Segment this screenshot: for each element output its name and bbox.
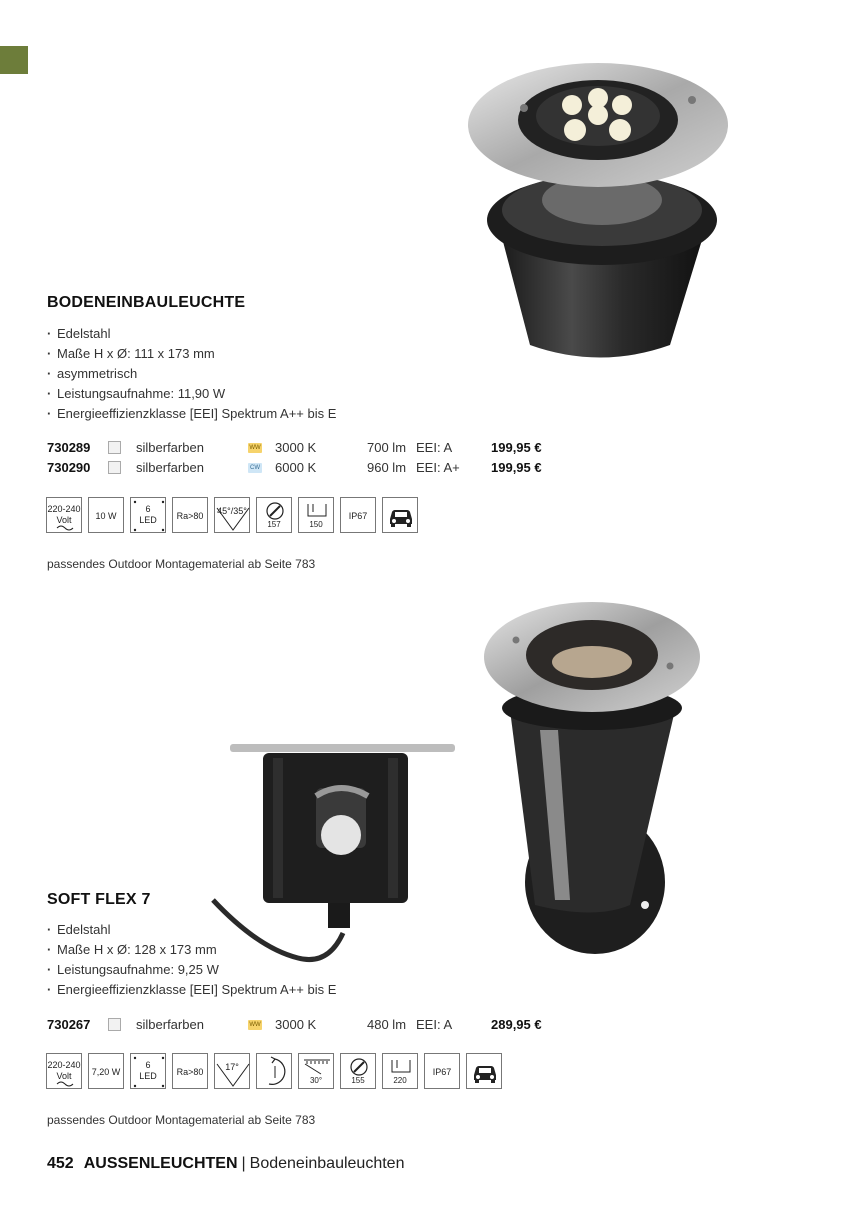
product-row — [47, 438, 567, 458]
feature-list — [47, 324, 336, 424]
product-title: BODENEINBAULEUCHTE — [47, 294, 246, 311]
ip-rating-icon — [340, 497, 376, 533]
beam-angle-value: 45°/35° — [217, 506, 247, 516]
lumen-value: 960 lm — [367, 460, 407, 475]
feature-item: · Edelstahl — [47, 324, 336, 344]
feature-item: · Leistungsaufnahme: 11,90 W — [47, 384, 336, 404]
glow-wire-value: 155 — [351, 1076, 365, 1085]
color-temperature: 3000 K — [275, 440, 317, 455]
product-photo-bodeneinbauleuchte — [460, 60, 740, 365]
voltage-icon — [46, 1053, 82, 1089]
voltage-range: 220-240 — [47, 1060, 81, 1070]
ip-rating-value: IP67 — [432, 1067, 452, 1077]
led-label: LED — [139, 515, 157, 525]
feature-item: · Maße H x Ø: 128 x 173 mm — [47, 940, 336, 960]
price: 199,95 € — [491, 460, 542, 475]
rotatable-icon — [256, 1053, 292, 1089]
cool-white-badge: CW — [250, 465, 260, 471]
wattage-icon — [88, 1053, 124, 1089]
energy-class: EEI: A — [416, 1017, 453, 1032]
voltage-unit: Volt — [56, 1071, 72, 1081]
energy-class: EEI: A+ — [416, 460, 460, 475]
voltage-unit: Volt — [56, 515, 72, 525]
product-photo-soft-flex-7 — [480, 600, 705, 960]
led-label: LED — [139, 1071, 157, 1081]
voltage-icon — [46, 497, 82, 533]
feature-item: · asymmetrisch — [47, 364, 336, 384]
led-count-icon — [130, 1053, 166, 1089]
led-count: 6 — [145, 504, 151, 514]
glow-wire-value: 157 — [267, 520, 281, 529]
page-number: 452 — [47, 1155, 74, 1172]
product-title: SOFT FLEX 7 — [47, 891, 151, 908]
tilt-angle-icon — [298, 1053, 334, 1089]
section-name: AUSSENLEUCHTEN — [83, 1155, 238, 1172]
ra-value: Ra>80 — [176, 1067, 204, 1077]
installation-depth-icon — [298, 497, 334, 533]
wattage-value: 10 W — [95, 511, 117, 521]
wattage-icon — [88, 497, 124, 533]
product-row — [47, 458, 567, 478]
article-number: 730290 — [47, 460, 91, 475]
feature-item: · Leistungsaufnahme: 9,25 W — [47, 960, 336, 980]
mounting-note: passendes Outdoor Montagematerial ab Seite 783 — [47, 557, 316, 571]
beam-angle-value: 17° — [225, 1062, 239, 1072]
footer-separator: | — [241, 1155, 246, 1172]
finish-label: silberfarben — [136, 440, 204, 455]
voltage-range: 220-240 — [47, 504, 81, 514]
tilt-angle-value: 30° — [309, 1076, 323, 1085]
warm-white-badge: WW — [249, 1022, 261, 1028]
led-count: 6 — [145, 1060, 151, 1070]
section-tab-marker — [0, 46, 28, 74]
finish-swatch — [108, 441, 121, 454]
ip-rating-icon — [424, 1053, 460, 1089]
page-footer — [47, 1152, 404, 1176]
product-row — [47, 1015, 567, 1035]
feature-list — [47, 920, 336, 1000]
ra-value: Ra>80 — [176, 511, 204, 521]
finish-label: silberfarben — [136, 1017, 204, 1032]
installation-depth-value: 220 — [393, 1076, 407, 1085]
glow-wire-icon — [256, 497, 292, 533]
price: 289,95 € — [491, 1017, 542, 1032]
subsection-name: Bodeneinbauleuchten — [249, 1155, 405, 1172]
wattage-value: 7,20 W — [91, 1067, 121, 1077]
color-temperature: 6000 K — [275, 460, 317, 475]
installation-depth-value: 150 — [309, 520, 323, 529]
mounting-note: passendes Outdoor Montagematerial ab Seite 783 — [47, 1113, 316, 1127]
price: 199,95 € — [491, 440, 542, 455]
lumen-value: 700 lm — [367, 440, 407, 455]
article-number: 730267 — [47, 1017, 91, 1032]
feature-item: · Energieeffizienzklasse [EEI] Spektrum A++ bis E — [47, 404, 336, 424]
feature-item: · Edelstahl — [47, 920, 336, 940]
led-count-icon — [130, 497, 166, 533]
feature-item: · Maße H x Ø: 111 x 173 mm — [47, 344, 336, 364]
finish-swatch — [108, 1018, 121, 1031]
feature-item: · Energieeffizienzklasse [EEI] Spektrum A++ bis E — [47, 980, 336, 1000]
article-number: 730289 — [47, 440, 91, 455]
car-drive-over-icon — [382, 497, 418, 533]
color-rendering-icon — [172, 1053, 208, 1089]
finish-label: silberfarben — [136, 460, 204, 475]
warm-white-badge: WW — [249, 445, 261, 451]
ip-rating-value: IP67 — [348, 511, 368, 521]
color-rendering-icon — [172, 497, 208, 533]
installation-depth-icon — [382, 1053, 418, 1089]
beam-angle-icon — [214, 1053, 250, 1089]
car-drive-over-icon — [466, 1053, 502, 1089]
color-temperature: 3000 K — [275, 1017, 317, 1032]
beam-angle-icon — [214, 497, 250, 533]
finish-swatch — [108, 461, 121, 474]
energy-class: EEI: A — [416, 440, 453, 455]
glow-wire-icon — [340, 1053, 376, 1089]
lumen-value: 480 lm — [367, 1017, 407, 1032]
